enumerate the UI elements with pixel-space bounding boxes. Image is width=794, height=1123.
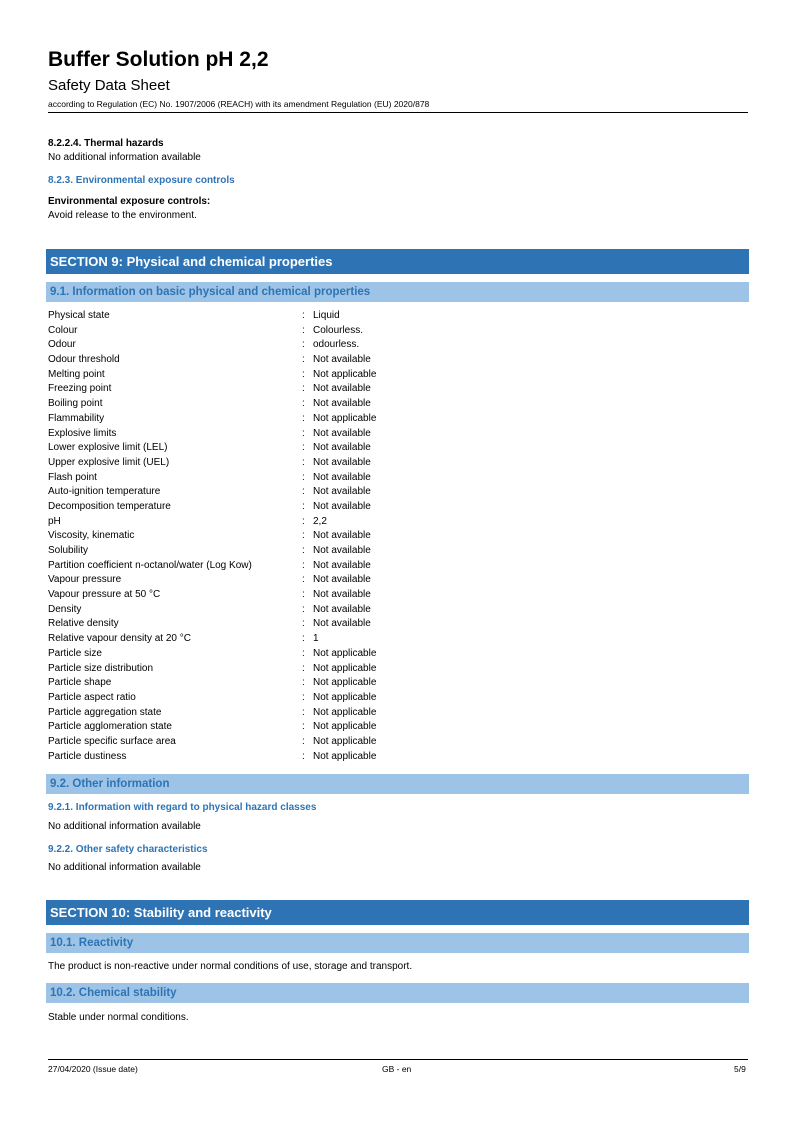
section-10-1-text: The product is non-reactive under normal conditions of use, storage and transport. bbox=[48, 961, 413, 972]
property-row bbox=[48, 382, 748, 397]
env-exposure-subheading: 8.2.3. Environmental exposure controls bbox=[48, 175, 235, 186]
property-colon: : bbox=[302, 603, 305, 615]
property-label: Particle aggregation state bbox=[48, 706, 162, 718]
property-colon: : bbox=[302, 721, 305, 733]
property-colon: : bbox=[302, 574, 305, 586]
property-value: Not available bbox=[313, 354, 371, 366]
property-colon: : bbox=[302, 735, 305, 747]
property-value: Not applicable bbox=[313, 412, 377, 424]
property-row bbox=[48, 471, 748, 486]
property-label: Decomposition temperature bbox=[48, 500, 171, 512]
property-value: Not applicable bbox=[313, 368, 377, 380]
property-colon: : bbox=[302, 310, 305, 321]
property-row bbox=[48, 573, 748, 588]
property-label: Partition coefficient n-octanol/water (Log Kow) bbox=[48, 559, 252, 571]
property-colon: : bbox=[302, 515, 305, 527]
property-row bbox=[48, 603, 748, 618]
property-row bbox=[48, 676, 748, 691]
property-label: Vapour pressure at 50 °C bbox=[48, 589, 161, 601]
property-value: Not applicable bbox=[313, 677, 377, 689]
property-value: Not applicable bbox=[313, 706, 377, 718]
section-9-2-2-heading: 9.2.2. Other safety characteristics bbox=[48, 844, 208, 855]
property-row bbox=[48, 706, 748, 721]
property-label: Particle aspect ratio bbox=[48, 691, 136, 703]
property-row bbox=[48, 632, 748, 647]
thermal-hazards-text: No additional information available bbox=[48, 152, 201, 163]
property-label: Solubility bbox=[48, 545, 89, 556]
property-row bbox=[48, 529, 748, 544]
property-colon: : bbox=[302, 500, 305, 512]
property-value: Colourless. bbox=[313, 324, 364, 336]
property-value: Not available bbox=[313, 471, 371, 483]
property-row bbox=[48, 456, 748, 471]
property-row bbox=[48, 588, 748, 603]
property-row bbox=[48, 647, 748, 662]
env-exposure-text: Avoid release to the environment. bbox=[48, 210, 197, 221]
property-label: Odour threshold bbox=[48, 354, 120, 366]
property-label: Particle shape bbox=[48, 677, 112, 689]
property-label: Relative density bbox=[48, 618, 119, 630]
property-label: Upper explosive limit (UEL) bbox=[48, 456, 170, 468]
document-title: Buffer Solution pH 2,2 bbox=[48, 48, 269, 71]
section-9-2-2-text: No additional information available bbox=[48, 862, 201, 873]
property-label: Lower explosive limit (LEL) bbox=[48, 442, 168, 454]
property-label: Particle size distribution bbox=[48, 662, 154, 674]
property-row bbox=[48, 324, 748, 339]
property-value: odourless. bbox=[313, 339, 360, 351]
property-colon: : bbox=[302, 662, 305, 674]
page-number: 5/9 bbox=[734, 1064, 746, 1074]
property-label: Particle agglomeration state bbox=[48, 721, 172, 733]
property-colon: : bbox=[302, 647, 305, 659]
property-colon: : bbox=[302, 324, 305, 336]
property-row bbox=[48, 735, 748, 750]
property-value: Not available bbox=[313, 500, 371, 512]
property-label: Particle specific surface area bbox=[48, 735, 176, 747]
property-label: Viscosity, kinematic bbox=[48, 530, 135, 542]
property-row bbox=[48, 368, 748, 383]
section-9-1-header: 9.1. Information on basic physical and chemical properties bbox=[46, 282, 749, 302]
property-value: Not available bbox=[313, 427, 371, 439]
property-value: 1 bbox=[313, 633, 319, 645]
property-colon: : bbox=[302, 412, 305, 424]
property-row bbox=[48, 559, 748, 574]
property-row bbox=[48, 309, 748, 324]
footer-divider bbox=[48, 1059, 748, 1060]
property-row bbox=[48, 544, 748, 559]
property-value: Not available bbox=[313, 456, 371, 468]
property-label: Melting point bbox=[48, 368, 105, 380]
header-divider bbox=[48, 112, 748, 113]
property-label: pH bbox=[48, 515, 61, 527]
property-value: Not available bbox=[313, 559, 371, 571]
property-value: Not available bbox=[313, 398, 371, 410]
property-label: Freezing point bbox=[48, 383, 112, 395]
section-10-2-text: Stable under normal conditions. bbox=[48, 1012, 189, 1023]
property-colon: : bbox=[302, 442, 305, 454]
property-value: Not applicable bbox=[313, 750, 377, 762]
property-colon: : bbox=[302, 706, 305, 718]
property-colon: : bbox=[302, 677, 305, 689]
section-10-header: SECTION 10: Stability and reactivity bbox=[46, 900, 749, 925]
section-9-2-1-heading: 9.2.1. Information with regard to physical hazard classes bbox=[48, 802, 317, 813]
property-row bbox=[48, 353, 748, 368]
property-value: Not available bbox=[313, 574, 371, 586]
property-label: Physical state bbox=[48, 310, 110, 321]
property-colon: : bbox=[302, 530, 305, 542]
property-value: Not available bbox=[313, 545, 371, 556]
property-label: Particle size bbox=[48, 647, 102, 659]
property-row bbox=[48, 720, 748, 735]
property-colon: : bbox=[302, 368, 305, 380]
property-row bbox=[48, 397, 748, 412]
property-colon: : bbox=[302, 471, 305, 483]
property-colon: : bbox=[302, 427, 305, 439]
property-colon: : bbox=[302, 456, 305, 468]
section-10-1-header: 10.1. Reactivity bbox=[46, 933, 749, 953]
property-label: Flash point bbox=[48, 471, 97, 483]
section-9-2-1-text: No additional information available bbox=[48, 821, 201, 832]
section-9-2-header: 9.2. Other information bbox=[46, 774, 749, 794]
property-value: Not available bbox=[313, 442, 371, 454]
property-label: Vapour pressure bbox=[48, 574, 122, 586]
property-label: Flammability bbox=[48, 412, 105, 424]
property-value: Not available bbox=[313, 530, 371, 542]
property-colon: : bbox=[302, 486, 305, 498]
property-row bbox=[48, 500, 748, 515]
properties-table bbox=[48, 309, 748, 764]
property-row bbox=[48, 750, 748, 765]
property-label: Relative vapour density at 20 °C bbox=[48, 633, 191, 645]
section-9-header: SECTION 9: Physical and chemical properties bbox=[46, 249, 749, 274]
property-row bbox=[48, 427, 748, 442]
property-label: Colour bbox=[48, 324, 78, 336]
property-row bbox=[48, 662, 748, 677]
property-label: Odour bbox=[48, 339, 76, 351]
property-row bbox=[48, 338, 748, 353]
property-value: Not available bbox=[313, 603, 371, 615]
property-label: Density bbox=[48, 603, 82, 615]
property-colon: : bbox=[302, 545, 305, 556]
property-value: Not applicable bbox=[313, 691, 377, 703]
property-colon: : bbox=[302, 354, 305, 366]
property-colon: : bbox=[302, 398, 305, 410]
env-exposure-heading: Environmental exposure controls: bbox=[48, 196, 211, 207]
property-value: Not available bbox=[313, 383, 371, 395]
language-code: GB - en bbox=[382, 1064, 412, 1074]
property-value: Not available bbox=[313, 486, 371, 498]
property-row bbox=[48, 515, 748, 530]
property-row bbox=[48, 412, 748, 427]
property-colon: : bbox=[302, 383, 305, 395]
property-colon: : bbox=[302, 339, 305, 351]
property-row bbox=[48, 617, 748, 632]
section-10-2-header: 10.2. Chemical stability bbox=[46, 983, 749, 1003]
property-value: Not available bbox=[313, 618, 371, 630]
property-value: 2,2 bbox=[313, 515, 327, 527]
regulation-note: according to Regulation (EC) No. 1907/2006 (REACH) with its amendment Regulation (EU) 2020/878 bbox=[48, 99, 430, 109]
issue-date: 27/04/2020 (Issue date) bbox=[48, 1064, 138, 1074]
property-label: Boiling point bbox=[48, 398, 103, 410]
property-label: Particle dustiness bbox=[48, 750, 127, 762]
property-row bbox=[48, 441, 748, 456]
property-colon: : bbox=[302, 589, 305, 601]
property-label: Explosive limits bbox=[48, 427, 117, 439]
property-colon: : bbox=[302, 633, 305, 645]
property-value: Not applicable bbox=[313, 647, 377, 659]
property-row bbox=[48, 691, 748, 706]
property-value: Not applicable bbox=[313, 662, 377, 674]
document-subtitle: Safety Data Sheet bbox=[48, 77, 170, 94]
property-value: Not applicable bbox=[313, 721, 377, 733]
property-value: Liquid bbox=[313, 310, 340, 321]
property-colon: : bbox=[302, 559, 305, 571]
property-label: Auto-ignition temperature bbox=[48, 486, 161, 498]
property-colon: : bbox=[302, 691, 305, 703]
property-value: Not applicable bbox=[313, 735, 377, 747]
property-colon: : bbox=[302, 750, 305, 762]
property-row bbox=[48, 485, 748, 500]
thermal-hazards-heading: 8.2.2.4. Thermal hazards bbox=[48, 138, 164, 149]
property-value: Not available bbox=[313, 589, 371, 601]
property-colon: : bbox=[302, 618, 305, 630]
